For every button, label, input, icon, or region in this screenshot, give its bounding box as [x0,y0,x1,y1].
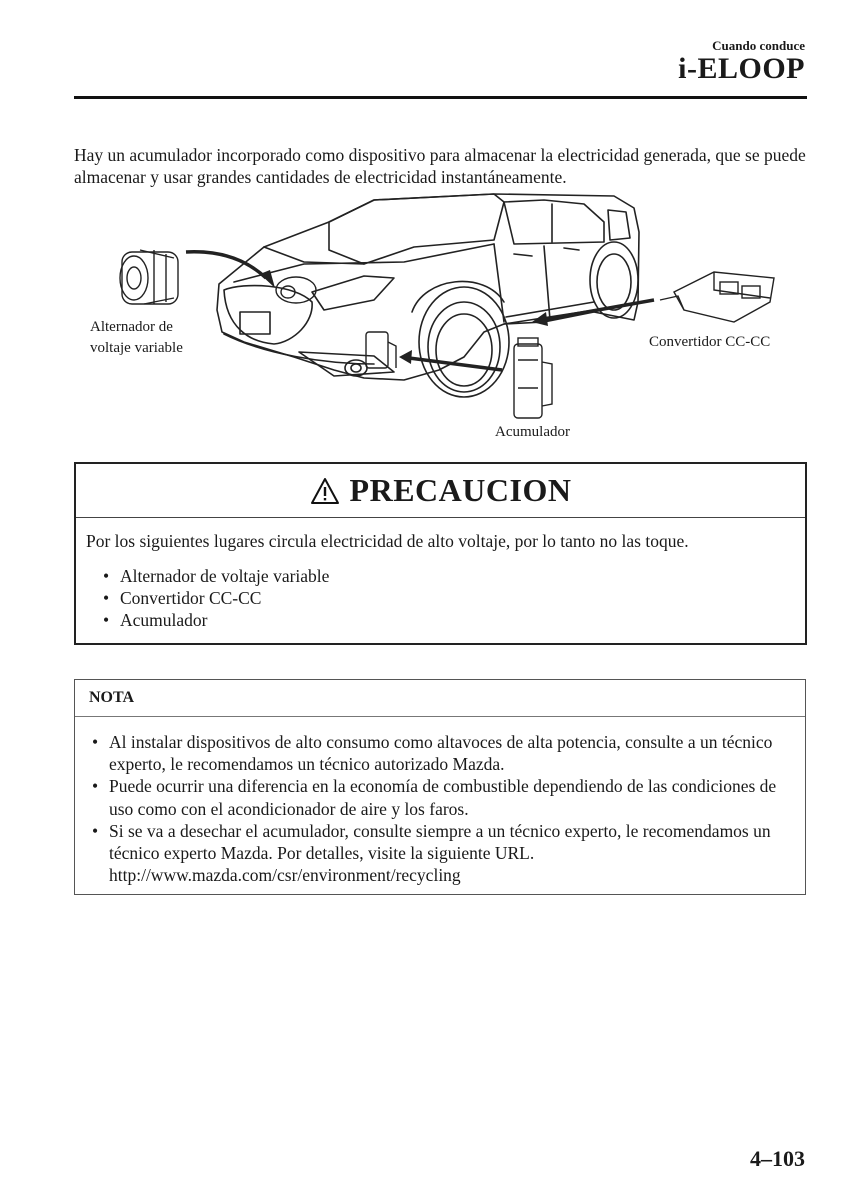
caution-text: Por los siguientes lugares circula electricidad de alto voltaje, por lo tanto no las toque. [86,531,689,551]
header-rule [74,96,807,99]
header-section: Cuando conduce [712,38,805,53]
component-illustration [74,192,806,450]
note-box [74,679,806,895]
list-item [75,731,795,775]
list-item-text: Convertidor CC-CC [120,588,262,608]
bullet: • [103,566,110,586]
bullet: • [92,776,99,797]
note-body [75,717,805,886]
label-alternator: Alternador de voltaje variable [90,319,183,356]
bullet: • [103,610,110,630]
bullet: • [103,588,110,608]
warning-icon [310,477,340,505]
page-title: i-ELOOP [678,52,805,85]
caution-title: PRECAUCION [349,472,572,508]
list-item [86,587,795,609]
list-item-text: Acumulador [120,610,208,630]
list-item-text: Puede ocurrir una diferencia en la economía de combustible dependiendo de las condiciones de uso como con el acondicionador de aire y los faros. [109,776,777,819]
label-accumulator: Acumulador [495,424,570,440]
note-list [75,731,795,886]
intro-paragraph: Hay un acumulador incorporado como dispositivo para almacenar la electricidad generada, que se puede almacenar y usar grandes cantidades de electricidad instantáneamente. [74,145,806,187]
caution-list [86,565,795,631]
list-item [86,609,795,631]
label-converter: Convertidor CC-CC [649,334,771,350]
caution-body [76,518,805,631]
caution-box [74,462,807,645]
note-title: NOTA [75,680,805,717]
caution-header [76,464,805,518]
list-item-text: Si se va a desechar el acumulador, consulte siempre a un técnico experto, le recomendamos un técnico experto Mazda. Por detalles, visite la siguiente URL. http://www.mazda.com/csr/environment/recycling [109,820,771,886]
list-item-text: Alternador de voltaje variable [120,566,330,586]
bullet: • [92,732,99,752]
page-number: 4–103 [750,1146,805,1171]
list-item [86,565,795,587]
list-item [75,820,795,887]
bullet: • [92,820,99,841]
list-item [75,775,795,819]
list-item-text: Al instalar dispositivos de alto consumo como altavoces de alta potencia, consulte a un técnico experto, le recomendamos un técnico autorizado Mazda. [109,732,773,775]
